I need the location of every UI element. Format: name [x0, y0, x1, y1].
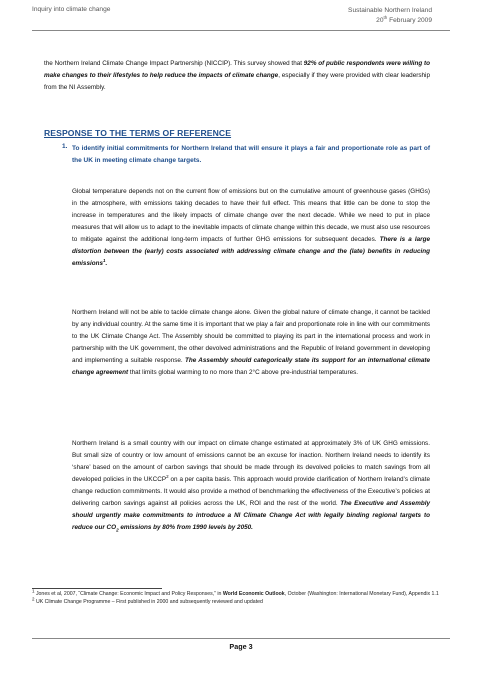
header-org-name: Sustainable Northern Ireland	[348, 7, 432, 14]
paragraph-small-country	[72, 438, 430, 534]
header-organisation	[348, 6, 432, 25]
intro-text: the Northern Ireland Climate Change Impact Partnership (NICCIP). This survey showed that	[44, 60, 304, 67]
footnote-divider	[32, 588, 162, 589]
footnote-ref-1[interactable]: 1	[103, 257, 106, 263]
footnote-1-text: Jones et al, 2007, “Climate Change: Economic Impact and Policy Responses,” in	[34, 591, 223, 597]
paragraph-text: Global temperature depends not on the current flow of emissions but on the cumulative amount of greenhouse gases (GHGs) in the atmosphere, with emissions taking decades to have their full effect. This means that little can be done to stop the increase in temperatures and the likely impacts of climate change over the next decade. While we need to put in place measures that will allow us to adapt to the inevitable impacts of climate change within this decade, we must also use resources to mitigate against the additional long-term impacts of further GHG emissions for subsequent decades.	[72, 188, 430, 243]
intro-emphasis: 92% of public respondents were willing to make changes to their lifestyles to help reduce the impacts of climate change	[44, 60, 430, 79]
paragraph-tackle-alone	[72, 307, 430, 379]
paragraph-text-end: that limits global warming to no more than 2°C above pre-industrial temperatures.	[128, 369, 359, 376]
paragraph-text-continued: on a per capita basis. This approach would provide clarification of Northern Ireland’s climate change reduction commitments. It would also provide a method of benchmarking the effectiveness of the Executive’s policies at delivering carbon savings against all policies across the UK, ROI and the rest of the world.	[72, 476, 430, 507]
footnote-1-text-end: , October (Washington: International Monetary Fund), Appendix 1.1	[284, 591, 439, 597]
footnote-1-publication: World Economic Outlook	[222, 591, 285, 597]
header-divider	[32, 30, 450, 31]
header-title: Inquiry into climate change	[32, 6, 111, 13]
paragraph-text: Northern Ireland will not be able to tackle climate change alone. Given the global nature of climate change, it cannot be tackled by any individual country. At the same time it is important that we play a fair and proportionate role in line with our commitments to the UK Climate Change Act. The Assembly should be committed to playing its part in the international process and work in partnership with the UK government, the other devolved administrations and the Republic of Ireland government in developing and implementing a suitable response.	[72, 309, 430, 364]
co2-subscript: 2	[116, 527, 119, 533]
paragraph-emphasis-end: emissions by 80% from 1990 levels by 2050.	[118, 524, 253, 531]
paragraph-text-end: .	[105, 260, 108, 267]
paragraph-emphasis: The Assembly should categorically state its support for an international climate change agreement	[72, 357, 430, 376]
footnote-ref-2[interactable]: 2	[166, 473, 169, 479]
intro-text-end: , especially if they were provided with clear leadership from the NI Assembly.	[44, 72, 430, 91]
footnote-2-number: 2	[32, 595, 35, 601]
header-date-rest: February 2009	[387, 16, 432, 24]
section-heading: RESPONSE TO THE TERMS OF REFERENCE	[44, 128, 232, 138]
footnote-1	[32, 588, 452, 599]
header-date	[348, 16, 432, 26]
paragraph-emphasis: The Executive and Assembly should urgently make commitments to introduce a NI Climate Change Act with legally binding regional targets to reduce our CO	[72, 500, 430, 531]
header-date-suffix: th	[383, 14, 388, 20]
paragraph-emphasis: There is a large distortion between the (early) costs associated with addressing climate change and the (late) benefits in reducing emissions	[72, 236, 430, 267]
footnote-2-text: UK Climate Change Programme – First published in 2000 and subsequently reviewed and updated	[34, 598, 263, 605]
footnotes	[32, 588, 452, 606]
header-date-day: 20	[376, 16, 384, 24]
page-number: Page 3	[229, 642, 253, 651]
footer-divider	[32, 638, 450, 639]
paragraph-text: Northern Ireland is a small country with our impact on climate change estimated at approximately 3% of UK GHG emissions. But small size of country or low amount of emissions cannot be an excuse for inaction. Northern Ireland needs to identify its ‘share’ based on the amount of carbon savings that should be made through its devolved policies to match savings from all developed policies in the UKCCP	[72, 440, 430, 483]
intro-paragraph	[44, 58, 430, 94]
paragraph-global-temperature	[72, 186, 430, 270]
footnote-1-number: 1	[32, 588, 35, 594]
item-heading: To identify initial commitments for Northern Ireland that will ensure it plays a fair and proportionate role as part of the UK in meeting climate change targets.	[72, 145, 430, 164]
footnote-2	[32, 595, 452, 607]
item-number: 1.	[62, 143, 68, 150]
